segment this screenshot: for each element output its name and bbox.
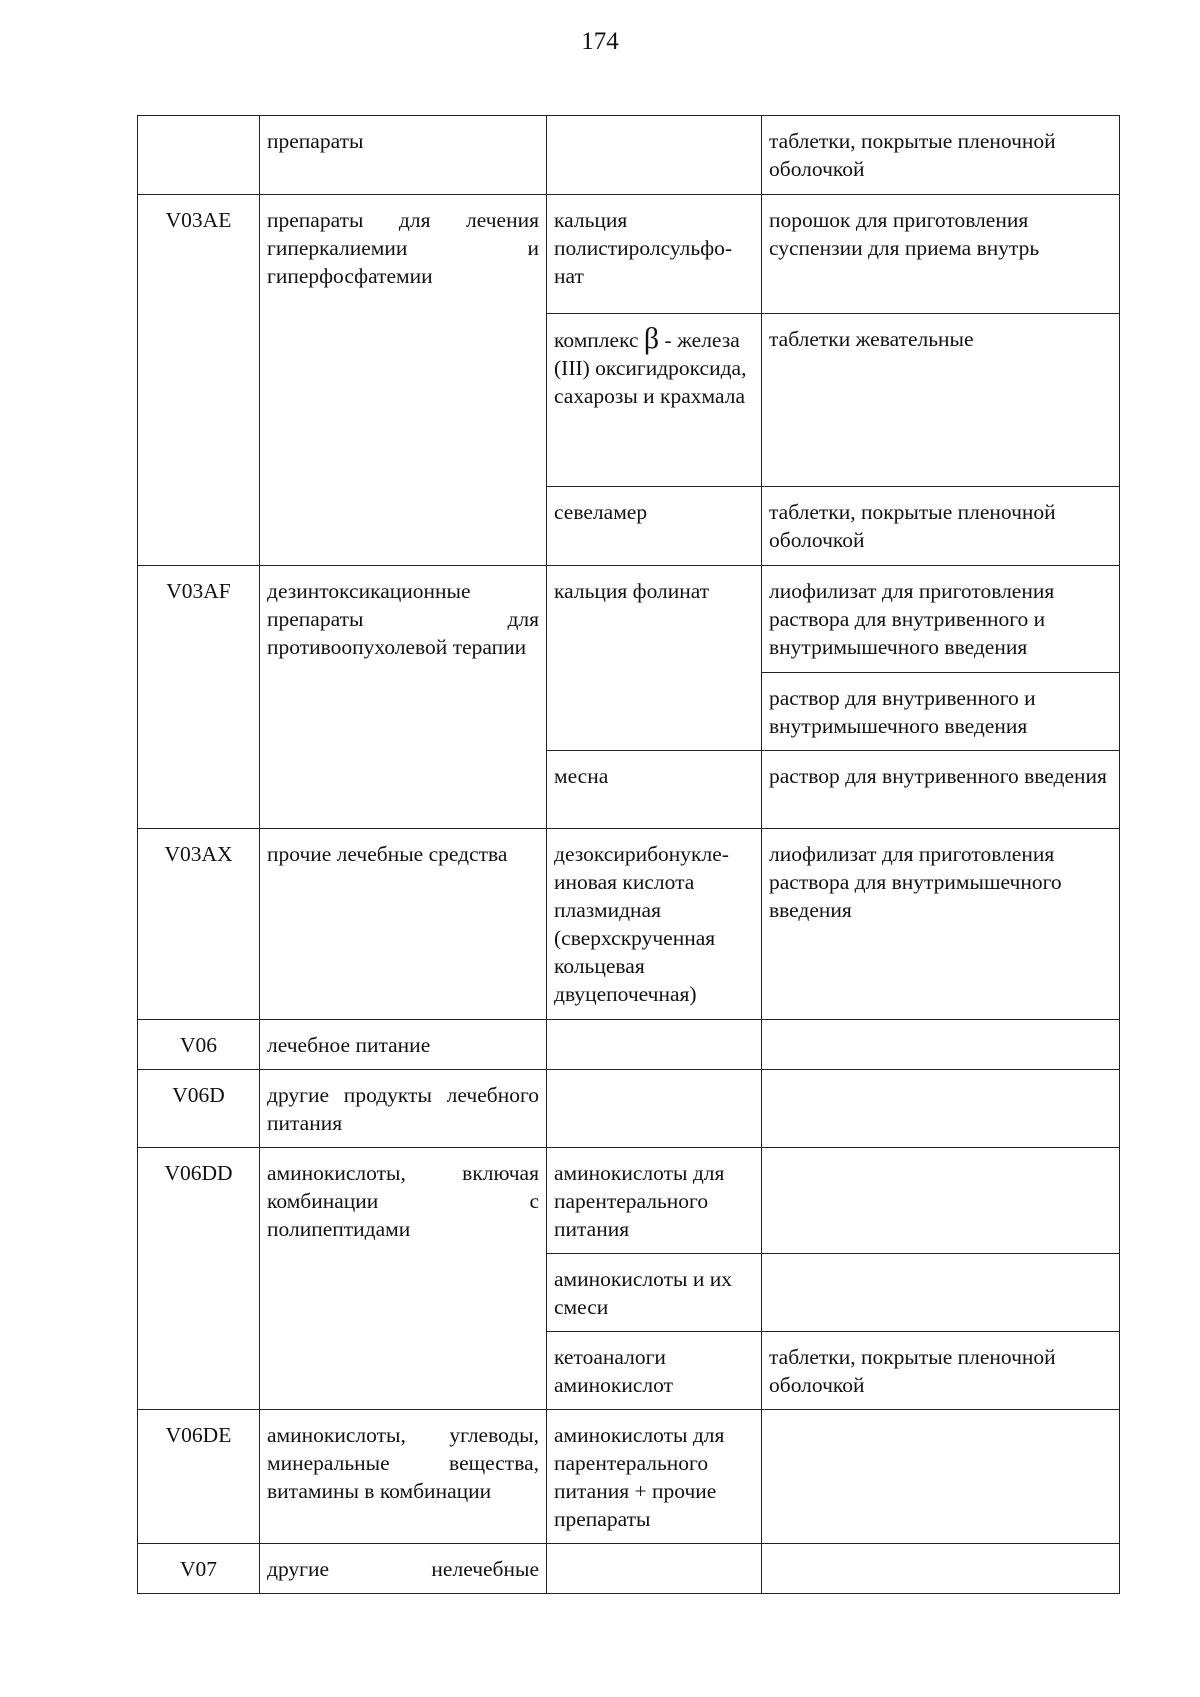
drug-name-cell: кетоаналоги аминокислот bbox=[547, 1332, 762, 1410]
table-row bbox=[138, 116, 1120, 195]
table-row bbox=[138, 1410, 1120, 1544]
group-cell: аминокислоты, включая комбинации с полипептидами bbox=[260, 1148, 547, 1410]
table-row bbox=[138, 829, 1120, 1020]
drug-name-cell bbox=[547, 314, 762, 487]
dosage-form-cell bbox=[762, 1148, 1120, 1254]
atc-code-cell: V07 bbox=[138, 1544, 260, 1594]
dosage-form-cell: таблетки, покрытые пленочной оболочкой bbox=[762, 116, 1120, 195]
page-number: 174 bbox=[581, 28, 619, 55]
dosage-form-cell: таблетки, покрытые пленочной оболочкой bbox=[762, 487, 1120, 566]
drug-name-cell bbox=[547, 1020, 762, 1070]
drug-name-prefix: комплекс bbox=[554, 328, 639, 352]
group-cell: другие продукты лечебного питания bbox=[260, 1070, 547, 1148]
drug-name-cell: кальция полистиролсульфо-нат bbox=[547, 195, 762, 314]
drug-name-cell: дезоксирибонукле-иновая кислота плазмидная (сверхскрученная кольцевая двуцепочечная) bbox=[547, 829, 762, 1020]
atc-code-cell: V06DD bbox=[138, 1148, 260, 1410]
atc-code-cell bbox=[138, 116, 260, 195]
table-row bbox=[138, 1020, 1120, 1070]
dosage-form-cell: раствор для внутривенного введения bbox=[762, 751, 1120, 829]
drug-name-cell bbox=[547, 1544, 762, 1594]
drug-name-cell: месна bbox=[547, 751, 762, 829]
group-cell: прочие лечебные средства bbox=[260, 829, 547, 1020]
table-row bbox=[138, 1148, 1120, 1254]
drug-name-cell: аминокислоты для парентерального питания bbox=[547, 1148, 762, 1254]
drug-name-cell: кальция фолинат bbox=[547, 566, 762, 751]
dosage-form-cell: раствор для внутривенного и внутримышечного введения bbox=[762, 673, 1120, 751]
drug-name-suffix: - железа (III) оксигидроксида, сахарозы и крахмала bbox=[554, 328, 747, 408]
group-cell: другие нелечебные bbox=[260, 1544, 547, 1594]
group-cell: дезинтоксикационные препараты для противоопухолевой терапии bbox=[260, 566, 547, 829]
beta-symbol: β bbox=[643, 322, 660, 355]
dosage-form-cell bbox=[762, 1020, 1120, 1070]
atc-code-cell: V03AF bbox=[138, 566, 260, 829]
group-cell: лечебное питание bbox=[260, 1020, 547, 1070]
atc-code-cell: V03AX bbox=[138, 829, 260, 1020]
atc-code-cell: V06 bbox=[138, 1020, 260, 1070]
drug-name-cell: аминокислоты и их смеси bbox=[547, 1254, 762, 1332]
dosage-form-cell bbox=[762, 1410, 1120, 1544]
group-cell: препараты bbox=[260, 116, 547, 195]
dosage-form-cell bbox=[762, 1544, 1120, 1594]
table-row bbox=[138, 195, 1120, 314]
drug-name-cell: аминокислоты для парентерального питания + прочие препараты bbox=[547, 1410, 762, 1544]
dosage-form-cell: порошок для приготовления суспензии для приема внутрь bbox=[762, 195, 1120, 314]
atc-code-cell: V06D bbox=[138, 1070, 260, 1148]
drug-table bbox=[137, 115, 1120, 1594]
group-cell: препараты для лечения гиперкалиемии и гиперфосфатемии bbox=[260, 195, 547, 566]
atc-code-cell: V03AE bbox=[138, 195, 260, 566]
drug-name-cell bbox=[547, 116, 762, 195]
dosage-form-cell: таблетки жевательные bbox=[762, 314, 1120, 487]
dosage-form-cell: лиофилизат для приготовления раствора для внутримышечного введения bbox=[762, 829, 1120, 1020]
dosage-form-cell: лиофилизат для приготовления раствора для внутривенного и внутримышечного введения bbox=[762, 566, 1120, 673]
group-cell: аминокислоты, углеводы, минеральные вещества, витамины в комбинации bbox=[260, 1410, 547, 1544]
dosage-form-cell bbox=[762, 1070, 1120, 1148]
table-row bbox=[138, 1070, 1120, 1148]
table-row bbox=[138, 566, 1120, 673]
atc-code-cell: V06DE bbox=[138, 1410, 260, 1544]
drug-name-cell: севеламер bbox=[547, 487, 762, 566]
table-row bbox=[138, 1544, 1120, 1594]
drug-name-cell bbox=[547, 1070, 762, 1148]
dosage-form-cell bbox=[762, 1254, 1120, 1332]
dosage-form-cell: таблетки, покрытые пленочной оболочкой bbox=[762, 1332, 1120, 1410]
